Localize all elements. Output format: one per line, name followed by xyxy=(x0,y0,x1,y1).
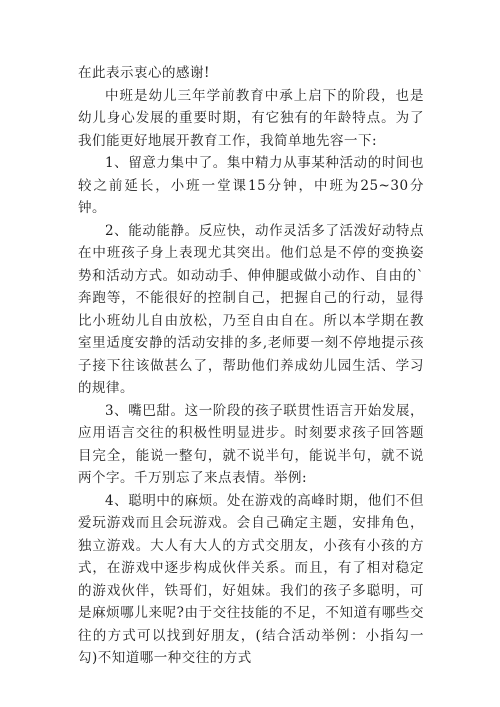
document-body xyxy=(78,62,424,670)
paragraph-intro: 中班是幼儿三年学前教育中承上启下的阶段，也是幼儿身心发展的重要时期，有它独有的年龄特点。为了我们能更好地展开教育工作，我简单地先容一下: xyxy=(78,87,424,149)
paragraph-point-1-attention: 1、留意力集中了。集中精力从事某种活动的时间也较之前延长，小班一堂课15分钟，中班为25~30分钟。 xyxy=(78,155,424,216)
paragraph-point-2-active-quiet: 2、能动能静。反应快，动作灵活多了活泼好动特点在中班孩子身上表现尤其突出。他们总是不停的变换姿势和活动方式。如动动手、伸伸腿或做小动作、自由的`奔跑等，不能很好的控制自己，把握自己的行动，显得比小班幼儿自由放松，乃至自由自在。所以本学期在教室里适度安静的活动安排的多,老师要一刻不停地提示孩子接下往该做甚么了，帮助他们养成幼儿园生活、学习的规律。 xyxy=(78,222,424,396)
paragraph-point-3-sweet-talk: 3、嘴巴甜。这一阶段的孩子联贯性语言开始发展，应用语言交往的积极性明显进步。时刻要求孩子回答题目完全，能说一整句，就不说半句，能说半句，就不说两个字。千万别忘了来点表情。举例: xyxy=(78,402,424,486)
paragraph-point-4-clever-trouble: 4、聪明中的麻烦。处在游戏的高峰时期，他们不但爱玩游戏而且会玩游戏。会自己确定主题，安排角色，独立游戏。大人有大人的方式交朋友，小孩有小孩的方式，在游戏中逐步构成伙伴关系。而且，有了相对稳定的游戏伙伴，铁哥们，好姐妹。我们的孩子多聪明，可是麻烦哪儿来呢?由于交往技能的不足，不知道有哪些交往的方式可以找到好朋友，(结合活动举例：小指勾一勾)不知道哪一种交往的方式 xyxy=(78,492,424,666)
paragraph-closing-thanks: 在此表示衷心的感谢! xyxy=(78,65,210,81)
